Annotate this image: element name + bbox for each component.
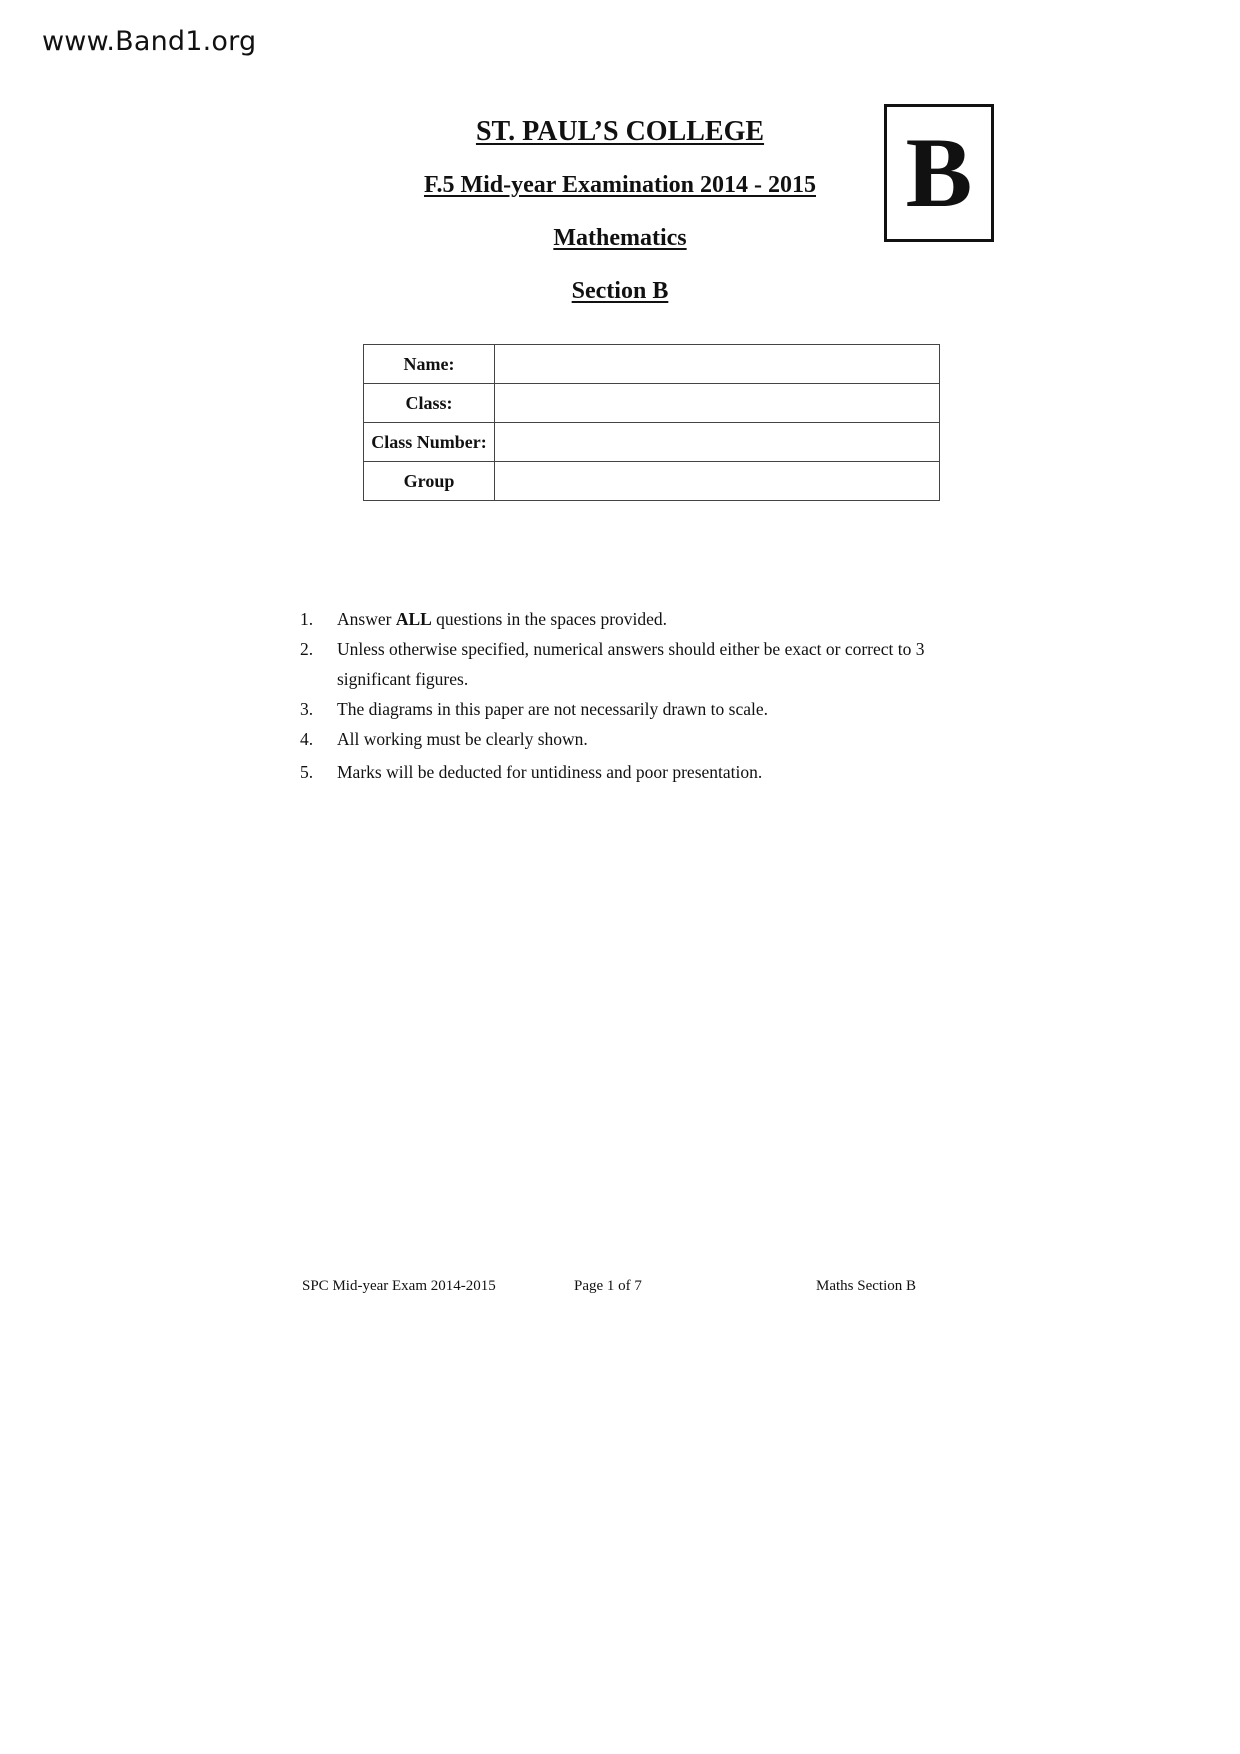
item-number: 5. [300,762,314,782]
item-number: 3. [300,699,314,719]
list-item [300,724,940,754]
item-number: 1. [300,609,314,629]
class-number-field[interactable] [495,423,940,462]
list-item [300,757,940,787]
class-label: Class: [364,384,495,423]
item-text: Marks will be deducted for untidiness and poor presentation. [337,762,763,782]
item-text: The diagrams in this paper are not necessarily drawn to scale. [337,699,769,719]
item-text: Answer [337,609,396,629]
school-name: ST. PAUL’S COLLEGE [475,116,765,147]
list-item [300,604,940,634]
paper-letter: B [905,117,973,228]
subject-title: Mathematics [553,225,687,251]
class-number-label: Class Number: [364,423,495,462]
section-title: Section B [571,278,669,304]
candidate-info-table [363,344,940,501]
item-number: 2. [300,639,314,659]
group-field[interactable] [495,462,940,501]
name-field[interactable] [495,345,940,384]
table-row [364,423,940,462]
list-item [300,634,940,694]
item-text: questions in the spaces provided. [431,609,668,629]
table-row [364,462,940,501]
item-text: All working must be clearly shown. [337,729,588,749]
item-text: Unless otherwise specified, numerical answers should either be exact or correct to 3 significant figures. [337,639,925,689]
exam-title: F.5 Mid-year Examination 2014 - 2015 [423,172,816,198]
instructions-list [300,604,940,787]
class-field[interactable] [495,384,940,423]
group-label: Group [364,462,495,501]
footer-page-number: Page 1 of 7 [574,1278,642,1294]
table-row [364,384,940,423]
item-number: 4. [300,729,314,749]
table-row [364,345,940,384]
item-emphasis: ALL [395,609,432,629]
footer-section: Maths Section B [816,1278,916,1294]
paper-letter-box [884,104,994,242]
watermark-url: www.Band1.org [42,26,257,57]
footer-exam: SPC Mid-year Exam 2014-2015 [302,1278,496,1294]
list-item [300,694,940,724]
name-label: Name: [364,345,495,384]
